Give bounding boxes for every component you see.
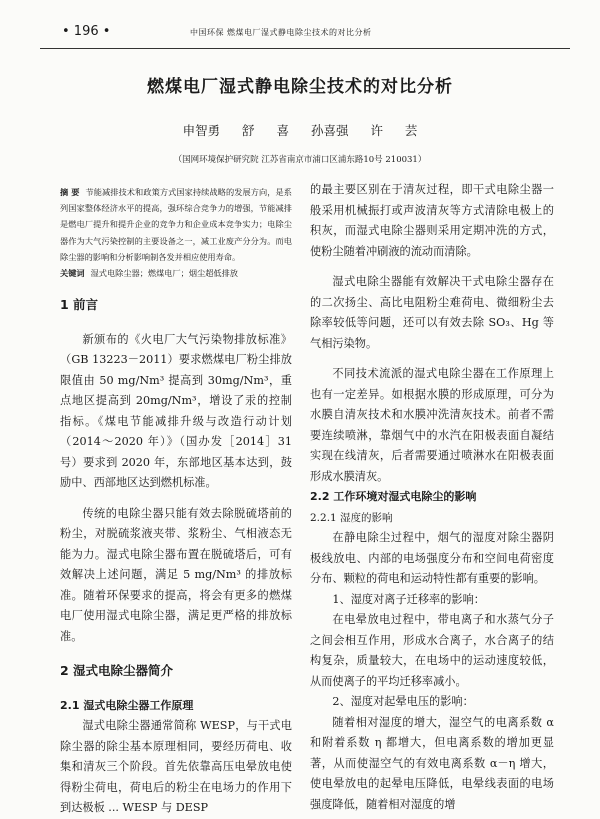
abstract-text: 节能减排技术和政策方式国家持续战略的发展方向，是系列国家整体经济水平的提高，强环综合竞争力的增强，节能减排是燃电厂提升和提升企业的竞争力和企业成本竞争实力；电除尘器作为大气污染控制的主要设备之一，减工业废产分分为。而电除尘器的影响和分析影响制各发并相应使用寿命。: [60, 187, 292, 262]
section-heading-2: 2 湿式电除尘器简介: [60, 663, 174, 679]
subheading-voltage: 2、湿度对起晕电压的影响：: [332, 695, 474, 708]
subheading-ion: 1、湿度对离子迁移率的影响：: [332, 592, 485, 606]
section-heading-2-2: 2.2 工作环境对湿式电除尘的影响: [310, 490, 477, 503]
paragraph: 随着相对湿度的增大，湿空气的电离系数 α 和附着系数 η 都增大，但电离系数的增加更显著，从而使湿空气的有效电离系数 α－η 增大，使电晕放电的起晕电压降低，电晕线表面的电场强度降低，随着相对湿度的增: [310, 715, 554, 811]
keywords-text: 湿式电除尘器；燃煤电厂；烟尘超低排放: [90, 268, 238, 279]
keywords-label: 关键词: [60, 268, 85, 279]
section-heading-2-2-1: 2.2.1 湿度的影响: [310, 511, 393, 524]
paragraph: 新颁布的《火电厂大气污染物排放标准》（GB 13223－2011）要求燃煤电厂粉尘排放限值由 50 mg/Nm³ 提高到 30mg/Nm³，重点地区提高到 20mg/Nm³，增设了汞的控制指标。《煤电节能减排升级与改造行动计划（2014～2020 年）》（国办发［2014］31 号）要求到 2020 年，东部地区基本达到，鼓励中、西部地区达到燃机标准。: [60, 332, 292, 490]
running-title: 中国环保 燃煤电厂湿式静电除尘技术的对比分析: [190, 28, 372, 37]
article-title: 燃煤电厂湿式静电除尘技术的对比分析: [147, 77, 453, 97]
page-number: • 196 •: [62, 24, 111, 39]
abstract: [60, 184, 292, 265]
keywords: [60, 265, 292, 281]
section-heading-2-1: 2.1 湿式电除尘器工作原理: [60, 698, 194, 712]
article-authors: 申智勇 舒 喜 孙喜强 许 芸: [182, 123, 418, 138]
paragraph: 湿式电除尘器能有效解决干式电除尘器存在的二次扬尘、高比电阻粉尘难荷电、微细粉尘去除率较低等问题，还可以有效去除 SO₃、Hg 等气相污染物。: [310, 275, 554, 350]
left-column: [60, 184, 292, 819]
running-header: [40, 18, 570, 40]
abstract-label: 摘 要: [60, 187, 80, 197]
paragraph: 不同技术流派的湿式电除尘器在工作原理上也有一定差异。如根据水膜的形成原理，可分为水膜自清灰技术和水膜冲洗清灰技术。前者不需要连续喷淋，靠烟气中的水汽在阳极表面自凝结实现在线清灰，后者需要通过喷淋水在阳极表面形成水膜清灰。: [310, 367, 554, 483]
paragraph: 湿式电除尘器通常简称 WESP，与干式电除尘器的除尘基本原理相同，要经历荷电、收集和清灰三个阶段。首先依靠高压电晕放电使得粉尘荷电，荷电后的粉尘在电场力的作用下到达极板 ... WESP 与 DESP: [60, 719, 292, 815]
header-rule: [40, 48, 570, 49]
section-heading-1: 1 前言: [60, 297, 99, 313]
article-affiliation: （国网环境保护研究院 江苏省南京市浦口区浦东路10号 210031）: [173, 155, 427, 165]
paragraph: 的最主要区别在于清灰过程，即干式电除尘器一般采用机械振打或声波清灰等方式清除电极上的积灰，而湿式电除尘器则采用定期冲洗的方式，使粉尘随着冲刷液的流动而清除。: [310, 183, 554, 258]
paragraph: 传统的电除尘器只能有效去除脱硫塔前的粉尘，对脱硫浆液夹带、浆粉尘、气相液态无能为力。湿式电除尘器布置在脱硫塔后，可有效解决上述问题，满足 5 mg/Nm³ 的排放标准。随着环保要求的提高，将会有更多的燃煤电厂使用湿式电除尘器，满足更严格的排放标准。: [60, 506, 292, 643]
right-column: [310, 180, 554, 815]
paragraph: 在电晕放电过程中，带电离子和水蒸气分子之间会相互作用，形成水合离子，水合离子的结构复杂，质量较大，在电场中的运动速度较低，从而使离子的平均迁移率减小。: [310, 613, 554, 688]
paragraph: 在静电除尘过程中，烟气的湿度对除尘器阴极线放电、内部的电场强度分布和空间电荷密度分布、颗粒的荷电和运动特性都有重要的影响。: [310, 531, 554, 585]
